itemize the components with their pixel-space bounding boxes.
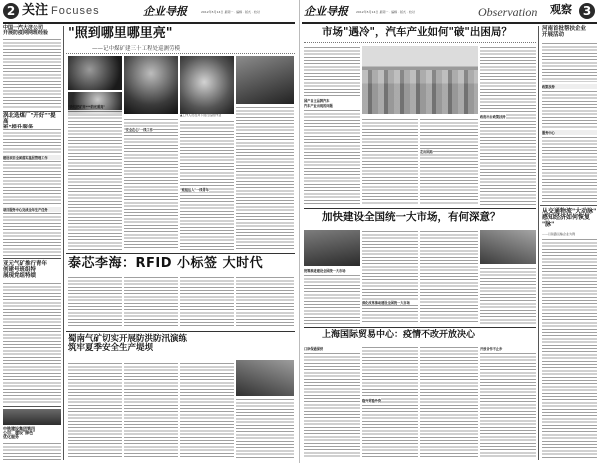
left-sidebar bbox=[3, 26, 61, 460]
sidebar-text-5 bbox=[3, 282, 61, 404]
sidebar-headline-2: 涡北选煤厂"开好""提高 bbox=[3, 113, 56, 125]
lead-col-3 bbox=[180, 120, 234, 250]
lead-sub-2: "安全在心"一线工作 bbox=[124, 128, 153, 132]
sidebar-rule-1 bbox=[3, 111, 61, 112]
right-side-headline-1: 河南首批帮扶企业 开展活动 bbox=[542, 26, 587, 38]
sidebar-text-6 bbox=[3, 442, 61, 460]
right-bottom-col-4 bbox=[480, 352, 536, 458]
lead-sub-1: "我们把矿井***的光照亮" bbox=[68, 105, 106, 109]
right-lead-sub-4: 政府出台政策扶持 bbox=[480, 115, 506, 119]
right-header-rule bbox=[302, 22, 597, 24]
sidebar-rule-2 bbox=[3, 258, 61, 259]
lead-photo-4 bbox=[180, 56, 234, 114]
bottom-headline: 蜀南气矿切实开展防洪防汛演练 筑牢夏季安全生产堤坝 bbox=[68, 334, 188, 353]
sidebar-divider bbox=[63, 26, 64, 460]
sidebar-headline-4: 中铁建设集团第四 公司：建设"绿色" 优化服务 bbox=[3, 426, 36, 440]
right-side-divider bbox=[538, 26, 539, 460]
right-lead-sub-2: 汽车产业出现的问题 bbox=[304, 104, 333, 108]
right-header bbox=[302, 3, 597, 23]
right-lead-rule bbox=[304, 42, 536, 43]
right-mid-bottom-rule bbox=[304, 327, 536, 328]
lead-photo-1 bbox=[68, 56, 122, 90]
right-masthead: 企业导报 bbox=[304, 5, 348, 18]
right-bottom-col-3 bbox=[420, 346, 478, 458]
left-header bbox=[3, 3, 295, 23]
section-en: Focuses bbox=[51, 5, 100, 17]
lead-photo-5 bbox=[236, 56, 294, 104]
mid-col-1 bbox=[68, 276, 122, 328]
right-mid-sub-2: 深化改革推动建设全国统一大市场 bbox=[362, 300, 418, 305]
sidebar-headline-3: 亚元气矿推行青年 创建号班组特 展现党组特绩 bbox=[3, 261, 48, 279]
right-lead-sub-1: 国产自主品牌汽车 bbox=[304, 99, 330, 103]
sidebar-text-4 bbox=[3, 212, 61, 256]
right-lead-col-4 bbox=[480, 46, 536, 205]
right-side-text-4 bbox=[542, 238, 597, 458]
right-side-text-2 bbox=[542, 90, 597, 128]
mid-col-3 bbox=[180, 276, 234, 328]
right-lead-col-1b bbox=[304, 109, 360, 205]
sidebar-text-3 bbox=[3, 160, 61, 206]
right-mid-sub-1: 统筹推进建设全国统一大市场 bbox=[304, 269, 346, 273]
sidebar-sub-1: 建设项目全面落实基层管理工作 bbox=[3, 155, 61, 160]
right-bottom-sub-3: 开放合作不止步 bbox=[480, 347, 503, 351]
lead-col-2 bbox=[124, 118, 178, 250]
lead-bottom-rule bbox=[66, 253, 295, 254]
right-lead-sub-3: 走出困局 bbox=[420, 150, 433, 154]
header-rule bbox=[3, 22, 295, 24]
sidebar-rule-3 bbox=[3, 406, 61, 407]
right-mid-photo-2 bbox=[480, 230, 536, 264]
right-lead-photo-overlay bbox=[362, 70, 478, 114]
right-lead-headline: 市场"遇冷"，汽车产业如何"破"出困局？ bbox=[322, 26, 512, 38]
dateline: 2012年5月14日 星期一 · 编辑 · 版式 · 校对 bbox=[201, 10, 260, 14]
right-lead-col-1 bbox=[304, 46, 360, 96]
section-cn: 关注 bbox=[22, 3, 49, 18]
mid-col-2 bbox=[124, 276, 178, 328]
right-mid-photo-1 bbox=[304, 230, 360, 266]
lead-col-1 bbox=[68, 110, 122, 250]
right-lead-col-2 bbox=[362, 118, 418, 205]
right-section-cn: 观察 bbox=[550, 3, 572, 16]
lead-rule bbox=[66, 53, 295, 54]
bottom-photo bbox=[236, 360, 294, 396]
sidebar-headline-1: 中国一汽大济公司 开展防疫网网班经验 bbox=[3, 25, 49, 37]
lead-photo-caption: ▲工作人员在井下进行巡检作业 bbox=[180, 113, 222, 117]
left-page bbox=[0, 0, 298, 463]
right-page-number-badge: 3 bbox=[579, 3, 595, 19]
bottom-col-2 bbox=[124, 362, 178, 458]
right-page bbox=[302, 0, 600, 463]
mid-col-4 bbox=[236, 276, 294, 328]
lead-headline: "照到哪里哪里亮" bbox=[68, 26, 173, 41]
masthead: 企业导报 bbox=[143, 5, 187, 18]
sidebar-photo bbox=[3, 409, 61, 425]
sidebar-text-2 bbox=[3, 128, 61, 154]
right-side-sub-3: ——以铁路运输企业为例 bbox=[542, 232, 576, 236]
lead-col-4 bbox=[236, 106, 294, 250]
page-gutter bbox=[299, 0, 300, 463]
sidebar-text-1 bbox=[3, 38, 61, 108]
right-mid-col-2 bbox=[362, 230, 418, 324]
right-bottom-headline: 上海国际贸易中心：疫情不改开放决心 bbox=[322, 330, 476, 340]
mid-bottom-rule bbox=[66, 331, 295, 332]
right-lead-bottom-rule bbox=[304, 208, 536, 209]
bottom-col-1 bbox=[68, 362, 122, 458]
right-mid-headline: 加快建设全国统一大市场，有何深意？ bbox=[322, 211, 501, 223]
lead-sub-3: "班组达人"一线青年 bbox=[180, 188, 209, 192]
right-side-sub-2: 服务中心 bbox=[542, 130, 597, 135]
bottom-col-3 bbox=[180, 362, 234, 458]
lead-subtitle: ——记中煤矿建三十工程处巡测劳模 bbox=[92, 46, 181, 52]
sidebar-sub-2: 项目服务中心完成全年生产任务 bbox=[3, 207, 61, 212]
right-side-text-1 bbox=[542, 42, 597, 82]
right-bottom-sub-2: 稳外贸稳外资 bbox=[362, 399, 382, 403]
right-bottom-sub-1: 口岸保通保供 bbox=[304, 347, 324, 351]
lead-photo-3 bbox=[124, 56, 178, 114]
right-side-sub-1: 政策扶持 bbox=[542, 84, 597, 89]
right-lead-col-3 bbox=[420, 118, 478, 205]
page-number-badge: 2 bbox=[3, 3, 19, 19]
right-mid-col-4 bbox=[480, 267, 536, 324]
right-section-en: Observation bbox=[478, 5, 538, 19]
right-mid-col-1 bbox=[304, 274, 360, 324]
right-side-headline-2: 从交通物流"大动脉" 感知经济如何恢复 "脉" bbox=[542, 208, 597, 228]
mid-headline: 泰芯李海：RFID 小标签 大时代 bbox=[68, 256, 264, 271]
right-side-text-3 bbox=[542, 136, 597, 202]
right-dateline: 2012年5月14日 星期一 · 编辑 · 版式 · 校对 bbox=[356, 10, 415, 14]
right-mid-col-3 bbox=[420, 230, 478, 324]
bottom-col-4 bbox=[236, 398, 294, 458]
right-bottom-col-1 bbox=[304, 352, 360, 458]
right-side-rule bbox=[540, 205, 597, 206]
